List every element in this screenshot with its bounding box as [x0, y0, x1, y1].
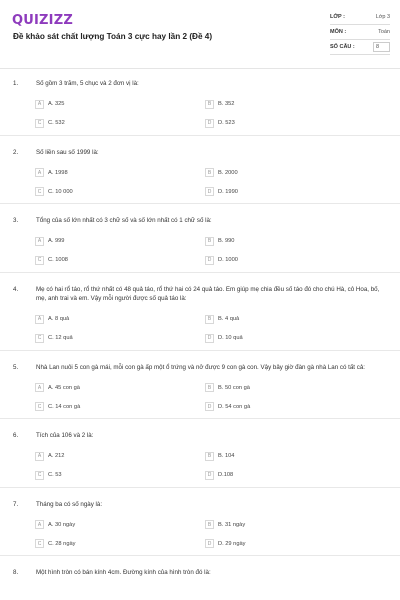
quiz-title: Đề khảo sát chất lượng Toán 3 cực hay lần 2 (Đề 4)	[13, 32, 213, 41]
answer-row	[35, 234, 375, 249]
answer-option[interactable]	[205, 253, 375, 268]
answer-text: A. 30 ngày	[48, 521, 76, 528]
answer-text: B. 2000	[218, 169, 238, 176]
answer-letter-box: B	[205, 383, 214, 392]
answer-option[interactable]	[205, 399, 375, 414]
answer-row	[35, 253, 375, 268]
answer-option[interactable]	[35, 234, 205, 249]
answer-option[interactable]	[35, 331, 205, 346]
answer-letter-box: C	[35, 334, 44, 343]
answer-option[interactable]	[205, 536, 375, 551]
question-number: 6.	[13, 432, 19, 439]
question-line	[0, 568, 400, 578]
question-list	[0, 79, 400, 578]
question-text: Tổng của số lớn nhất có 3 chữ số và số lớn nhất có 1 chữ số là:	[36, 217, 212, 224]
answer-text: C. 1008	[48, 257, 68, 263]
answer-letter-box: B	[205, 237, 214, 246]
answer-option[interactable]	[205, 517, 375, 532]
answer-letter-box: B	[205, 520, 214, 529]
answer-option[interactable]	[205, 184, 375, 199]
quiz-meta	[330, 10, 390, 55]
answer-letter-box: C	[35, 539, 44, 548]
answer-letter-box: D	[205, 471, 214, 480]
question-number: 1.	[13, 80, 19, 87]
answer-text: B. 4 quả	[218, 316, 240, 322]
question-number: 2.	[13, 148, 19, 156]
meta-class-value: Lớp 3	[375, 14, 390, 20]
answer-option[interactable]	[205, 97, 375, 112]
answer-text: D. 523	[218, 120, 235, 126]
question-number: 5.	[13, 363, 19, 371]
meta-count-key: SỐ CÂU :	[330, 44, 355, 50]
answer-option[interactable]	[35, 165, 205, 180]
answer-letter-box: D	[205, 539, 214, 548]
question-divider	[0, 272, 400, 273]
answer-option[interactable]	[35, 312, 205, 327]
question-divider	[0, 487, 400, 488]
answer-text: B. 352	[218, 101, 235, 107]
question-item	[0, 216, 400, 273]
answer-letter-box: A	[35, 452, 44, 461]
answer-option[interactable]	[35, 517, 205, 532]
meta-subject-value: Toán	[378, 29, 390, 35]
question-line	[0, 79, 400, 89]
answer-text: A. 212	[48, 453, 65, 459]
answer-text: C. 28 ngày	[48, 540, 76, 547]
meta-count	[330, 40, 390, 55]
answer-letter-box: D	[205, 402, 214, 411]
answer-text: A. 1998	[48, 169, 68, 176]
meta-class	[330, 10, 390, 25]
answer-option[interactable]	[205, 468, 375, 483]
question-text: Tích của 106 và 2 là:	[36, 432, 94, 439]
answer-letter-box: D	[205, 187, 214, 196]
question-divider	[0, 418, 400, 419]
answer-text: A. 325	[48, 101, 65, 107]
question-item	[0, 285, 400, 351]
answer-text: D. 1000	[218, 257, 238, 263]
answer-letter-box: B	[205, 100, 214, 109]
answer-options	[35, 165, 375, 199]
answer-text: D. 1990	[218, 188, 238, 195]
answer-option[interactable]	[35, 116, 205, 131]
answer-letter-box: D	[205, 334, 214, 343]
answer-text: A. 45 con gà	[48, 384, 80, 391]
question-text: Số gồm 3 trăm, 5 chục và 2 đơn vị là:	[36, 80, 139, 87]
question-item	[0, 79, 400, 136]
answer-options	[35, 97, 375, 131]
answer-options	[35, 312, 375, 346]
answer-row	[35, 184, 375, 199]
meta-class-key: LỚP :	[330, 14, 345, 20]
answer-option[interactable]	[35, 449, 205, 464]
answer-text: C. 53	[48, 472, 62, 478]
answer-row	[35, 517, 375, 532]
answer-text: D. 54 con gà	[218, 403, 251, 410]
answer-letter-box: C	[35, 187, 44, 196]
answer-text: B. 990	[218, 238, 235, 244]
header	[0, 0, 400, 68]
answer-letter-box: A	[35, 315, 44, 324]
answer-row	[35, 312, 375, 327]
question-item	[0, 363, 400, 420]
question-divider	[0, 555, 400, 556]
answer-letter-box: A	[35, 383, 44, 392]
question-number: 3.	[13, 217, 19, 224]
answer-text: D. 29 ngày	[218, 540, 246, 547]
answer-option[interactable]	[35, 536, 205, 551]
answer-option[interactable]	[35, 253, 205, 268]
answer-letter-box: A	[35, 100, 44, 109]
answer-options	[35, 517, 375, 551]
answer-letter-box: A	[35, 168, 44, 177]
answer-option[interactable]	[35, 380, 205, 395]
answer-letter-box: B	[205, 452, 214, 461]
answer-options	[35, 449, 375, 483]
question-line	[0, 285, 400, 304]
question-divider	[0, 203, 400, 204]
answer-option[interactable]	[205, 331, 375, 346]
answer-row	[35, 97, 375, 112]
answer-letter-box: C	[35, 402, 44, 411]
question-text: Số liền sau số 1999 là:	[36, 148, 99, 156]
answer-letter-box: A	[35, 237, 44, 246]
answer-text: B. 31 ngày	[218, 521, 246, 528]
answer-option[interactable]	[35, 468, 205, 483]
meta-subject-key: MÔN :	[330, 29, 347, 35]
answer-letter-box: C	[35, 256, 44, 265]
answer-letter-box: C	[35, 471, 44, 480]
answer-text: A. 999	[48, 238, 65, 244]
answer-row	[35, 536, 375, 551]
answer-options	[35, 234, 375, 268]
meta-subject	[330, 25, 390, 40]
answer-text: C. 12 quả	[48, 335, 73, 341]
question-item	[0, 148, 400, 205]
answer-text: B. 104	[218, 453, 235, 459]
answer-row	[35, 468, 375, 483]
question-line	[0, 363, 400, 373]
answer-letter-box: D	[205, 119, 214, 128]
answer-option[interactable]	[205, 234, 375, 249]
answer-text: D.108	[218, 472, 234, 478]
question-text: Mẹ có hai rổ táo, rổ thứ nhất có 48 quả táo, rổ thứ hai có 24 quả táo. Em giúp mẹ chia đều số táo đó cho chú Hà, cô Hoa, bố, mẹ, anh trai và em. Vậy mỗi người được số quả táo là:	[36, 285, 380, 302]
quizizz-logo: QUIZIZZ	[12, 13, 73, 28]
answer-letter-box: A	[35, 520, 44, 529]
answer-text: D. 10 quả	[218, 335, 243, 341]
answer-row	[35, 116, 375, 131]
question-text: Nhà Lan nuôi 5 con gà mái, mỗi con gà ấp một ổ trứng và nở được 9 con gà con. Vậy bây giờ đàn gà nhà Lan có tất cả:	[36, 363, 366, 371]
answer-option[interactable]	[205, 165, 375, 180]
answer-option[interactable]	[205, 449, 375, 464]
question-number: 4.	[13, 285, 19, 293]
question-number: 7.	[13, 500, 19, 508]
answer-row	[35, 399, 375, 414]
question-text: Tháng ba có số ngày là:	[36, 500, 103, 508]
question-line	[0, 500, 400, 510]
answer-text: C. 10 000	[48, 188, 73, 195]
answer-letter-box: B	[205, 168, 214, 177]
question-line	[0, 216, 400, 226]
question-item	[0, 431, 400, 488]
meta-count-value: 8	[373, 42, 390, 52]
answer-text: C. 532	[48, 120, 65, 126]
answer-option[interactable]	[205, 380, 375, 395]
answer-letter-box: C	[35, 119, 44, 128]
answer-letter-box: B	[205, 315, 214, 324]
question-line	[0, 431, 400, 441]
question-text: Một hình tròn có bán kính 4cm. Đường kính của hình tròn đó là:	[36, 569, 211, 576]
answer-row	[35, 449, 375, 464]
question-item	[0, 500, 400, 557]
question-item	[0, 568, 400, 578]
question-divider	[0, 135, 400, 136]
answer-option[interactable]	[205, 312, 375, 327]
answer-row	[35, 165, 375, 180]
answer-option[interactable]	[35, 184, 205, 199]
answer-option[interactable]	[35, 97, 205, 112]
answer-letter-box: D	[205, 256, 214, 265]
header-divider	[0, 68, 400, 69]
question-number: 8.	[13, 569, 19, 576]
answer-options	[35, 380, 375, 414]
answer-row	[35, 331, 375, 346]
answer-text: B. 50 con gà	[218, 384, 250, 391]
answer-row	[35, 380, 375, 395]
answer-text: A. 8 quả	[48, 316, 70, 322]
answer-text: C. 14 con gà	[48, 403, 81, 410]
question-divider	[0, 350, 400, 351]
answer-option[interactable]	[205, 116, 375, 131]
question-line	[0, 148, 400, 158]
answer-option[interactable]	[35, 399, 205, 414]
